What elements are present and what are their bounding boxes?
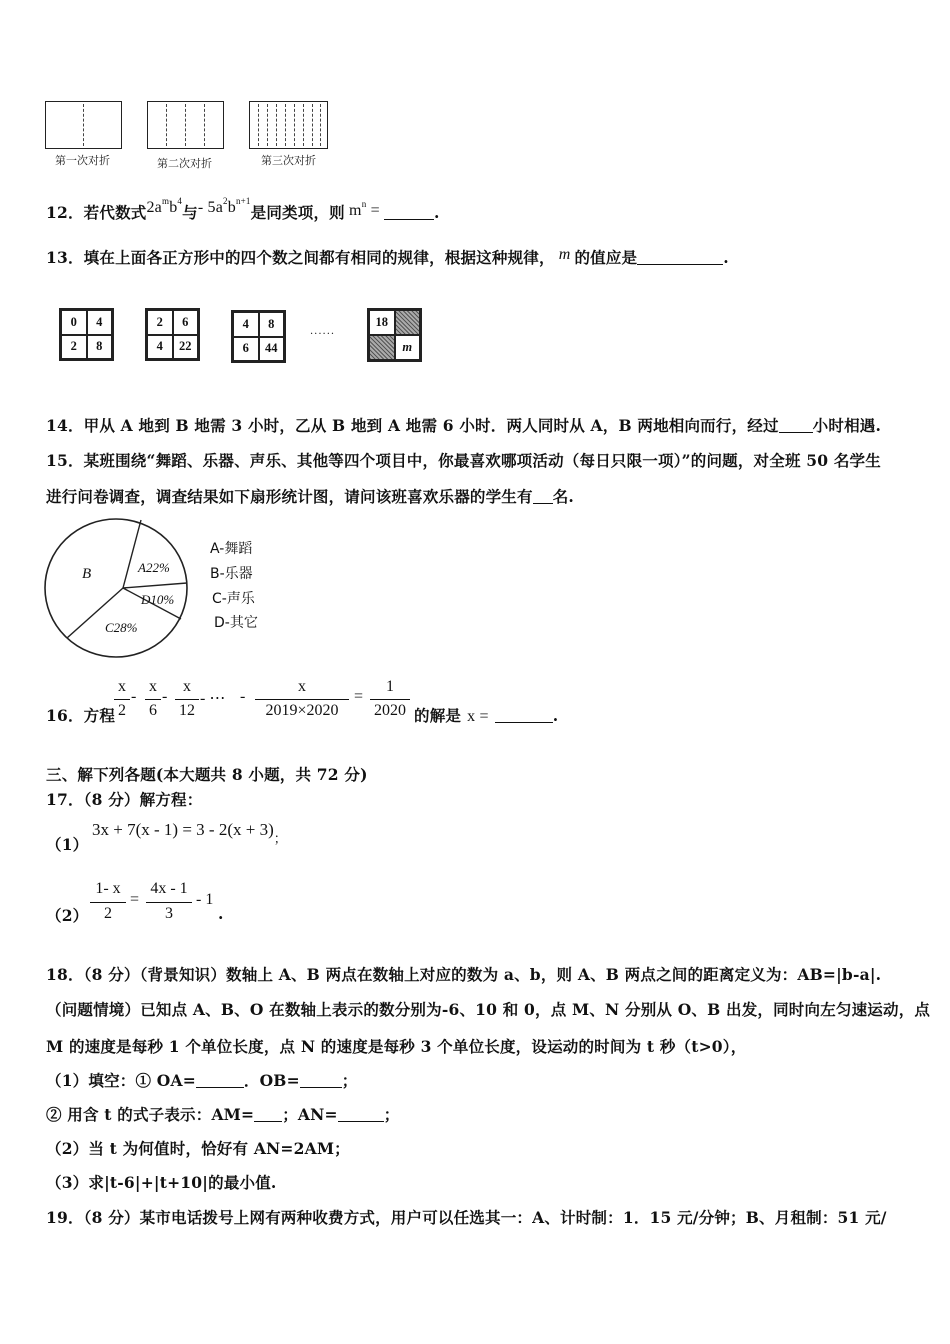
square-cell: 8	[259, 312, 285, 337]
fold-caption-1: 第一次对折	[55, 154, 110, 167]
fold-line	[185, 104, 186, 146]
square-cell: 2	[61, 335, 87, 360]
q16-frac1-den: 2	[118, 702, 126, 719]
q17-p2-equals: =	[130, 891, 140, 908]
question-12: 12．若代数式$2a^mb^4$与- $5a^2b^{n+1}$是同类项，则 $m^n$ = .	[46, 196, 440, 222]
question-18-line-6: （2）当 t 为何值时，恰好有 AN=2AM；	[46, 1139, 350, 1158]
legend-item-c: C-声乐	[212, 591, 255, 607]
q16-frac2-num: x	[149, 678, 157, 695]
q17-p2-tail: - 1	[196, 891, 214, 908]
question-15-line-2: 进行问卷调查，调查结果如下扇形统计图，请问该班喜欢乐器的学生有 名.	[46, 487, 574, 506]
legend-item-b: B-乐器	[210, 566, 253, 582]
fold-line	[166, 104, 167, 146]
fold-caption-3: 第三次对折	[261, 154, 316, 167]
fold-line	[258, 104, 259, 146]
square-cell: 4	[233, 312, 259, 337]
q16-minus: -	[162, 688, 168, 705]
question-14: 14．甲从 A 地到 B 地需 3 小时，乙从 B 地到 A 地需 6 小时．两人同时从 A，B 两地相向而行，经过 小时相遇.	[46, 416, 882, 435]
q12-mn: $m^n$ =	[349, 199, 380, 219]
q17-p2-den2: 3	[165, 905, 173, 922]
square-cell: 8	[87, 335, 113, 360]
square-cell: 22	[173, 335, 199, 360]
q16-frac4-bar	[255, 699, 349, 700]
square-cell: 6	[173, 310, 199, 335]
q16-frac3-den: 12	[179, 702, 195, 719]
q17-p2-end: .	[218, 904, 224, 923]
q13-answer-blank[interactable]	[637, 264, 723, 265]
square-cell: 18	[369, 310, 395, 335]
pie-label-c: C28%	[105, 620, 138, 635]
q16-rhs-bar	[370, 699, 410, 700]
question-18-line-1: 18．（8 分）（背景知识）数轴上 A、B 两点在数轴上对应的数为 a、b，则 A、B 两点之间的距离定义为：AB=|b-a|.	[46, 965, 882, 984]
fold-box-2	[147, 101, 224, 149]
q17-part1-label: （1）	[46, 835, 89, 854]
number-square-3	[231, 310, 286, 363]
pie-label-a: A22%	[138, 560, 170, 575]
q15-answer-blank[interactable]	[533, 503, 553, 504]
square-cell: 6	[233, 337, 259, 362]
q12-term1: $2a^mb^4$	[146, 196, 183, 216]
square-cell: 0	[61, 310, 87, 335]
q16-frac3-num: x	[183, 678, 191, 695]
q16-frac1-num: x	[118, 678, 126, 695]
sequence-dots: ......	[310, 326, 336, 337]
fold-line	[83, 104, 84, 146]
square-cell: 2	[147, 310, 173, 335]
q16-answer-blank[interactable]	[495, 722, 553, 723]
q16-minus: -	[131, 688, 137, 705]
ob-answer-blank[interactable]	[300, 1087, 342, 1088]
an-answer-blank[interactable]	[338, 1121, 384, 1122]
q13-var: m	[558, 246, 571, 263]
section-3-heading: 三、解下列各题(本大题共 8 小题，共 72 分)	[46, 765, 368, 784]
q14-answer-blank[interactable]	[779, 432, 813, 433]
fold-line	[204, 104, 205, 146]
q12-conj: 与	[182, 203, 198, 222]
q16-frac4-den: 2019×2020	[265, 702, 339, 719]
square-cell: 44	[259, 337, 285, 362]
q17-p2-bar2	[146, 902, 192, 903]
fold-line	[267, 104, 268, 146]
q12-mid: 是同类项，则	[250, 203, 345, 222]
pie-outline	[45, 519, 187, 657]
fold-box-1	[45, 101, 122, 149]
question-17-title: 17．（8 分）解方程：	[46, 790, 203, 809]
q16-frac2-den: 6	[149, 702, 157, 719]
pie-chart	[40, 515, 192, 662]
question-19-line-1: 19．（8 分）某市电话拨号上网有两种收费方式，用户可以任选其一：A、计时制：1．15 元/分钟；B、月租制：51 元/	[46, 1208, 887, 1227]
pie-divider	[123, 583, 187, 588]
q16-rhs-den: 2020	[374, 702, 406, 719]
question-16-suffix: 的解是 x = .	[414, 706, 559, 725]
square-cell-m: m	[395, 335, 421, 360]
pie-label-d: D10%	[141, 592, 175, 607]
q17-part2-label: （2）	[46, 906, 89, 925]
question-15-line-1: 15．某班围绕“舞蹈、乐器、声乐、其他等四个项目中，你最喜欢哪项活动（每日只限一项）”的问题，对全班 50 名学生	[46, 451, 881, 470]
q16-ellipsis: - ⋯	[200, 690, 226, 707]
q12-number: 12．若代数式	[46, 203, 147, 222]
hidden-cell	[395, 310, 421, 335]
q16-frac2-bar	[145, 699, 161, 700]
q17-part1-expr: $3x + 7(x - 1) = 3 - 2(x + 3)_;$	[92, 820, 287, 846]
number-square-2	[145, 308, 200, 361]
number-square-1	[59, 308, 114, 361]
q16-frac3-bar	[175, 699, 199, 700]
q16-equals: =	[354, 688, 364, 705]
oa-answer-blank[interactable]	[196, 1087, 244, 1088]
q16-frac1-bar	[114, 699, 130, 700]
fold-box-3	[249, 101, 328, 149]
square-cell: 4	[87, 310, 113, 335]
question-18-line-4: （1）填空：① OA= ．OB= ；	[46, 1071, 358, 1090]
pie-label-b: B	[82, 566, 92, 582]
q17-p2-num1: 1- x	[95, 880, 121, 897]
fold-line	[312, 104, 313, 146]
q17-p2-num2: 4x - 1	[150, 880, 188, 897]
q17-p2-den1: 2	[104, 905, 112, 922]
am-answer-blank[interactable]	[254, 1121, 282, 1122]
square-cell: 4	[147, 335, 173, 360]
q13-text: 13．填在上面各正方形中的四个数之间都有相同的规律，根据这种规律，	[46, 248, 555, 267]
question-18-line-3: M 的速度是每秒 1 个单位长度，点 N 的速度是每秒 3 个单位长度，设运动的时间为 t 秒（t>0），	[46, 1037, 747, 1056]
hidden-cell	[369, 335, 395, 360]
question-16-prefix: 16．方程	[46, 706, 116, 725]
legend-item-a: A-舞蹈	[210, 541, 253, 557]
q17-p2-bar1	[90, 902, 126, 903]
question-18-line-7: （3）求|t-6|+|t+10|的最小值.	[46, 1173, 277, 1192]
q16-frac4-num: x	[298, 678, 306, 695]
question-13: 13．填在上面各正方形中的四个数之间都有相同的规律，根据这种规律， m 的值应是 .	[46, 246, 729, 267]
number-square-last	[367, 308, 422, 362]
q16-rhs-num: 1	[386, 678, 394, 695]
fold-line	[294, 104, 295, 146]
legend-item-d: D-其它	[214, 615, 258, 631]
q16-minus: -	[240, 688, 246, 705]
pie-divider	[123, 520, 141, 588]
fold-line	[303, 104, 304, 146]
fold-caption-2: 第二次对折	[157, 157, 212, 170]
fold-line	[320, 104, 321, 146]
question-18-line-2: （问题情境）已知点 A、B、O 在数轴上表示的数分别为-6、10 和 0，点 M、N 分别从 O、B 出发，同时向左匀速运动，点	[46, 1000, 931, 1019]
q12-answer-blank[interactable]	[384, 219, 434, 220]
fold-line	[276, 104, 277, 146]
fold-line	[285, 104, 286, 146]
question-18-line-5: ② 用含 t 的式子表示：AM= ；AN= ；	[46, 1105, 400, 1124]
q12-term2: - $5a^2b^{n+1}$	[197, 196, 251, 216]
